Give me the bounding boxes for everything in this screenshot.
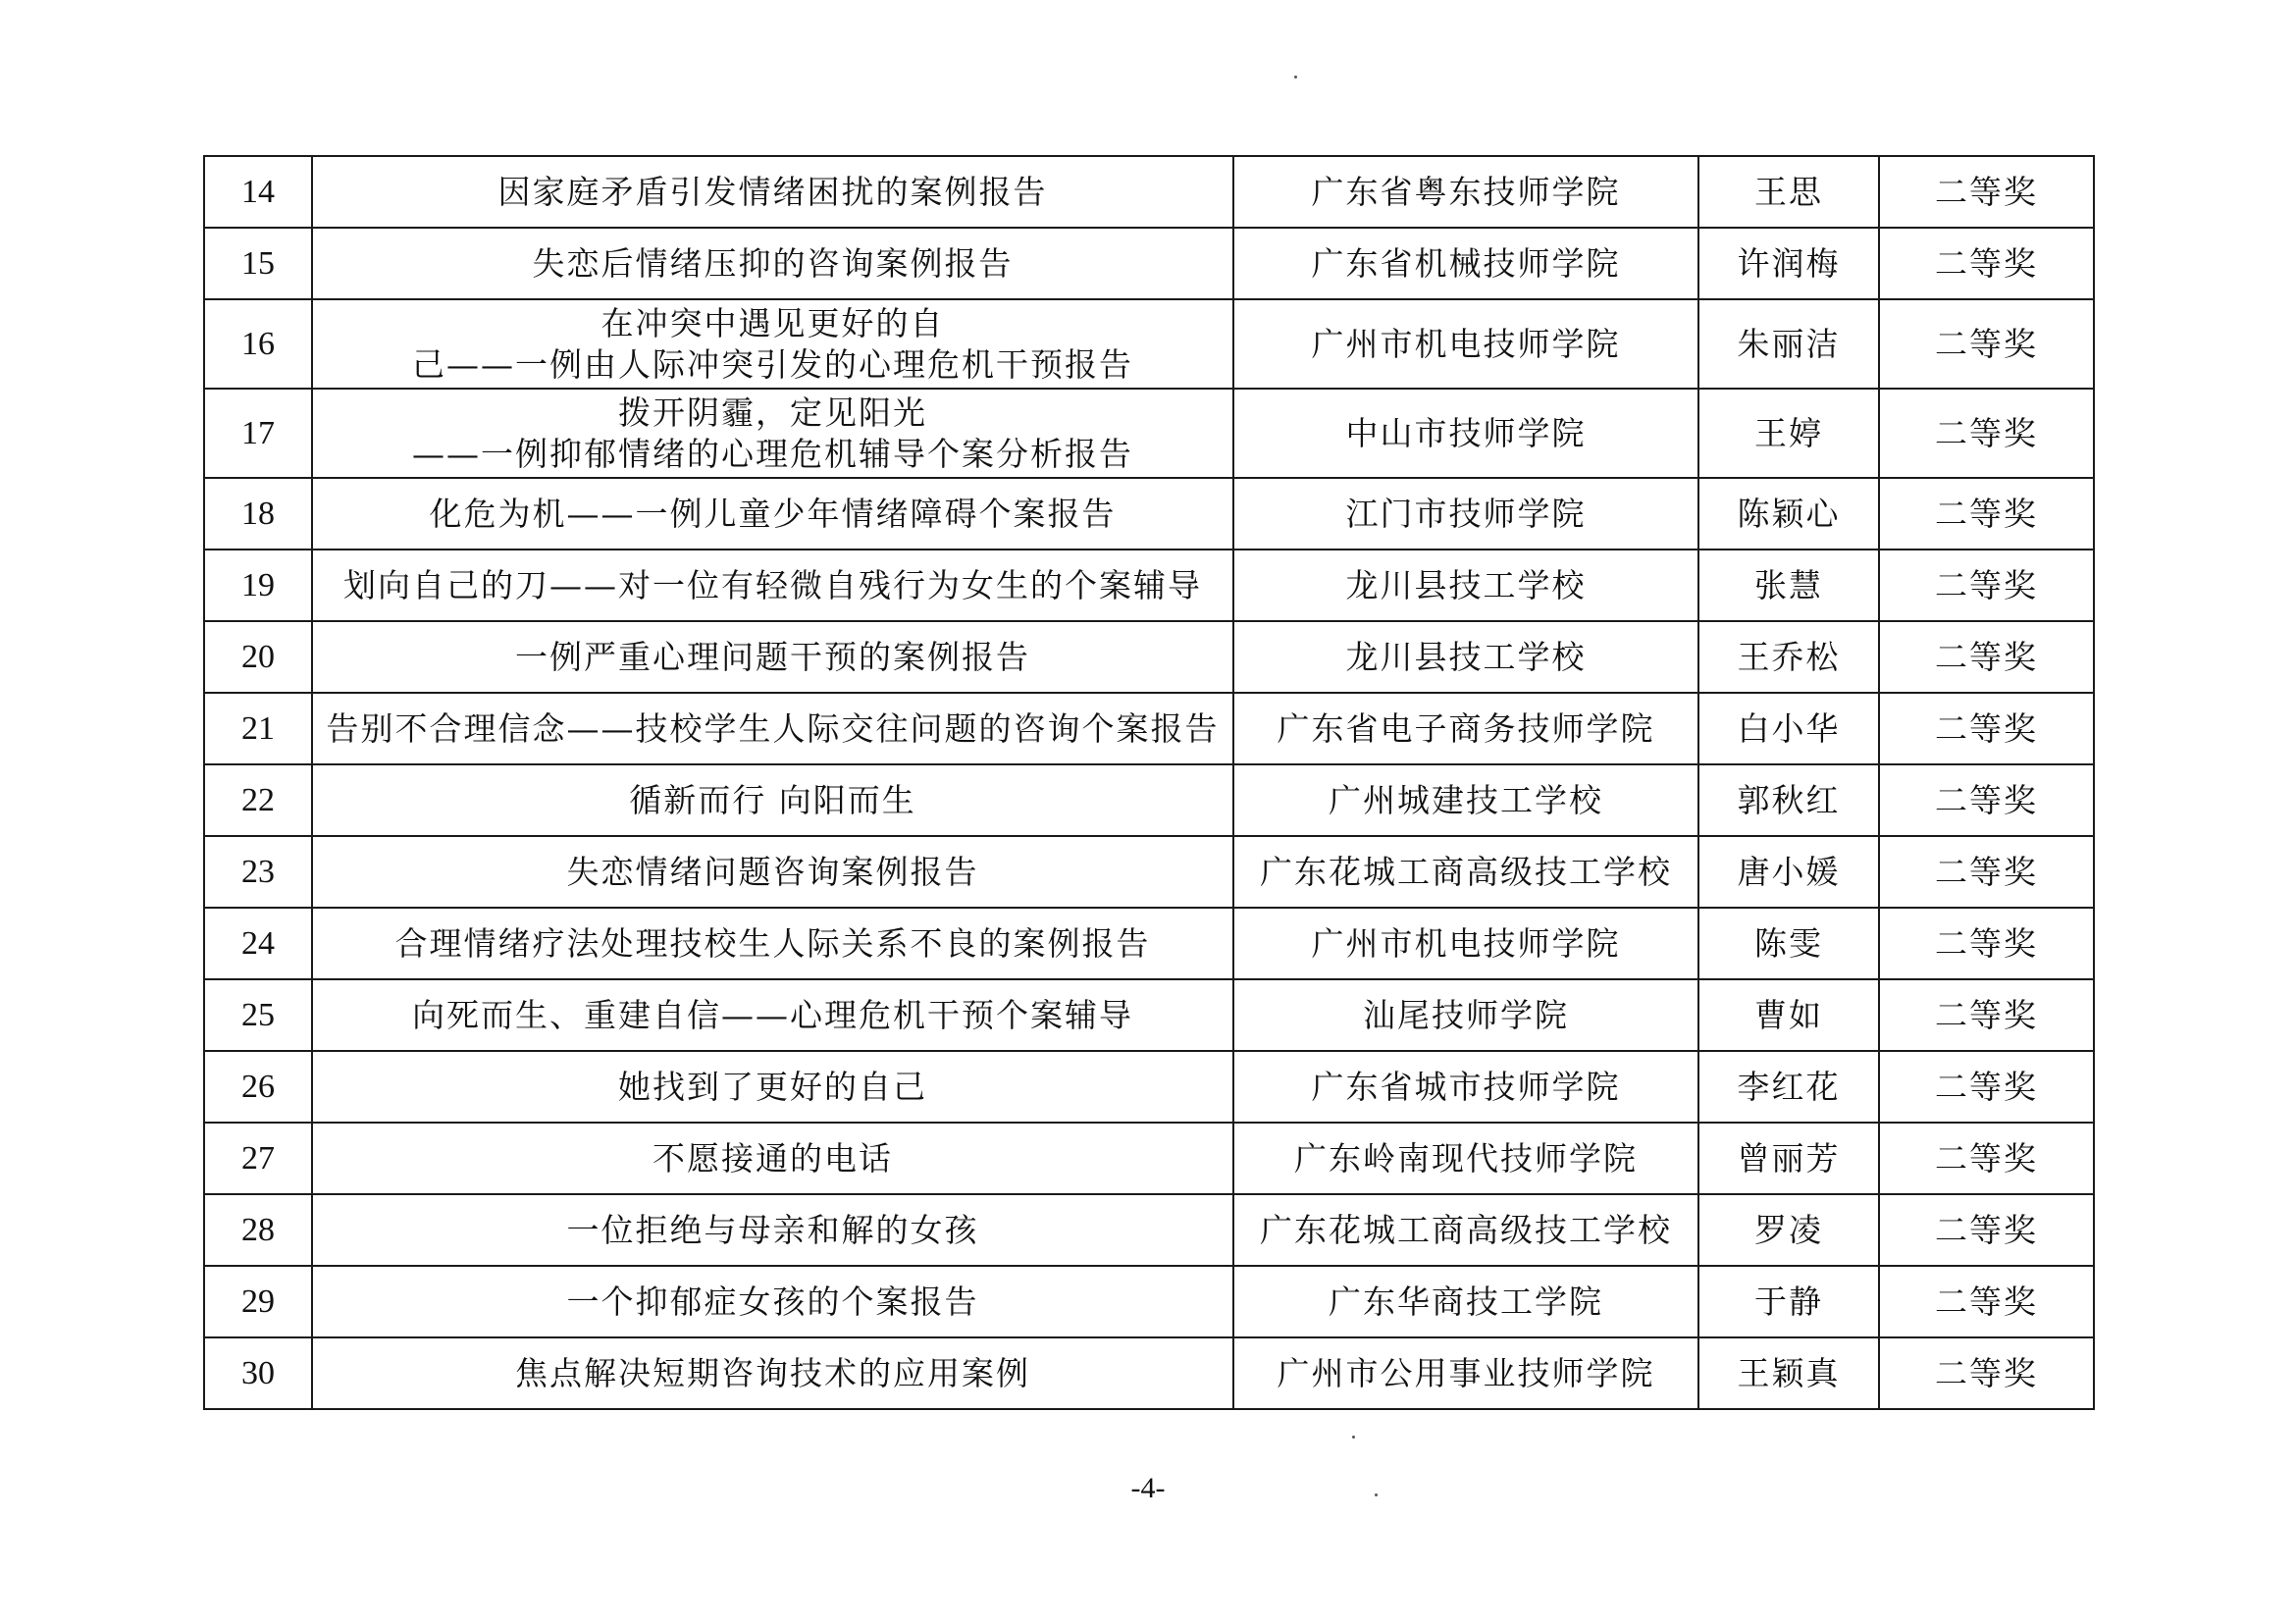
scan-speck [1352, 1436, 1355, 1439]
case-title-line: 因家庭矛盾引发情绪困扰的案例报告 [497, 172, 1048, 211]
author-cell: 罗凌 [1698, 1194, 1879, 1266]
case-title-cell [312, 693, 1233, 764]
case-title-line: 拨开阴霾，定见阳光 [618, 393, 927, 432]
school-cell: 广东省机械技师学院 [1233, 228, 1698, 299]
author-cell: 张慧 [1698, 550, 1879, 621]
award-cell: 二等奖 [1879, 836, 2094, 908]
award-cell: 二等奖 [1879, 299, 2094, 389]
row-number-cell: 16 [204, 299, 312, 389]
author-cell: 于静 [1698, 1266, 1879, 1337]
school-cell: 广州市公用事业技师学院 [1233, 1337, 1698, 1409]
case-title-cell [312, 550, 1233, 621]
award-cell: 二等奖 [1879, 550, 2094, 621]
case-title-line: 向死而生、重建自信——心理危机干预个案辅导 [412, 995, 1133, 1034]
case-title-line: 合理情绪疗法处理技校生人际关系不良的案例报告 [394, 923, 1151, 963]
school-cell: 广州城建技工学校 [1233, 764, 1698, 836]
case-title-cell [312, 908, 1233, 979]
case-title-cell [312, 389, 1233, 478]
award-cell: 二等奖 [1879, 478, 2094, 550]
case-title-cell [312, 1337, 1233, 1409]
case-title-cell [312, 299, 1233, 389]
case-title-line: 在冲突中遇见更好的自 [600, 303, 945, 342]
row-number-cell: 24 [204, 908, 312, 979]
case-title-cell [312, 478, 1233, 550]
row-number-cell: 23 [204, 836, 312, 908]
award-cell: 二等奖 [1879, 1051, 2094, 1123]
author-cell: 朱丽洁 [1698, 299, 1879, 389]
case-title-cell [312, 156, 1233, 228]
case-title-cell [312, 1051, 1233, 1123]
school-cell: 汕尾技师学院 [1233, 979, 1698, 1051]
school-cell: 广东花城工商高级技工学校 [1233, 1194, 1698, 1266]
case-title-cell [312, 836, 1233, 908]
award-cell: 二等奖 [1879, 1266, 2094, 1337]
scan-speck [1294, 76, 1297, 79]
award-cell: 二等奖 [1879, 908, 2094, 979]
author-cell: 郭秋红 [1698, 764, 1879, 836]
school-cell: 广东华商技工学院 [1233, 1266, 1698, 1337]
table-row [204, 836, 2094, 908]
author-cell: 陈雯 [1698, 908, 1879, 979]
award-cell: 二等奖 [1879, 764, 2094, 836]
award-cell: 二等奖 [1879, 979, 2094, 1051]
school-cell: 广州市机电技师学院 [1233, 299, 1698, 389]
row-number-cell: 15 [204, 228, 312, 299]
school-cell: 广东省粤东技师学院 [1233, 156, 1698, 228]
row-number-cell: 20 [204, 621, 312, 693]
author-cell: 曹如 [1698, 979, 1879, 1051]
table-row [204, 1337, 2094, 1409]
award-cell: 二等奖 [1879, 156, 2094, 228]
row-number-cell: 19 [204, 550, 312, 621]
row-number-cell: 29 [204, 1266, 312, 1337]
table-row [204, 1194, 2094, 1266]
case-title-cell [312, 1194, 1233, 1266]
row-number-cell: 17 [204, 389, 312, 478]
case-title-line: 一个抑郁症女孩的个案报告 [566, 1282, 979, 1321]
author-cell: 王思 [1698, 156, 1879, 228]
scan-speck [1375, 1493, 1378, 1496]
table-row [204, 1051, 2094, 1123]
table-row [204, 299, 2094, 389]
case-title-line: 化危为机——一例儿童少年情绪障碍个案报告 [429, 494, 1117, 533]
row-number-cell: 25 [204, 979, 312, 1051]
table-row [204, 693, 2094, 764]
table-row [204, 621, 2094, 693]
award-cell: 二等奖 [1879, 693, 2094, 764]
page-number: -4- [1130, 1472, 1166, 1504]
table-row [204, 389, 2094, 478]
school-cell: 龙川县技工学校 [1233, 550, 1698, 621]
case-title-line: 一例严重心理问题干预的案例报告 [515, 637, 1030, 676]
table-row [204, 1123, 2094, 1194]
case-title-line: 己——一例由人际冲突引发的心理危机干预报告 [412, 344, 1133, 384]
case-title-cell [312, 621, 1233, 693]
case-title-line: 失恋后情绪压抑的咨询案例报告 [532, 243, 1014, 283]
case-title-cell [312, 764, 1233, 836]
case-title-line: 不愿接通的电话 [652, 1138, 893, 1178]
row-number-cell: 30 [204, 1337, 312, 1409]
author-cell: 王颖真 [1698, 1337, 1879, 1409]
author-cell: 陈颖心 [1698, 478, 1879, 550]
case-title-line: 告别不合理信念——技校学生人际交往问题的咨询个案报告 [326, 708, 1220, 748]
award-cell: 二等奖 [1879, 1337, 2094, 1409]
school-cell: 江门市技师学院 [1233, 478, 1698, 550]
award-cell: 二等奖 [1879, 389, 2094, 478]
author-cell: 李红花 [1698, 1051, 1879, 1123]
author-cell: 白小华 [1698, 693, 1879, 764]
case-title-line: 焦点解决短期咨询技术的应用案例 [515, 1353, 1030, 1392]
table-row [204, 979, 2094, 1051]
table-row [204, 550, 2094, 621]
author-cell: 唐小媛 [1698, 836, 1879, 908]
case-title-line: 循新而行 向阳而生 [629, 780, 916, 819]
row-number-cell: 26 [204, 1051, 312, 1123]
school-cell: 广东花城工商高级技工学校 [1233, 836, 1698, 908]
table-row [204, 764, 2094, 836]
case-title-cell [312, 228, 1233, 299]
case-title-line: 一位拒绝与母亲和解的女孩 [566, 1210, 979, 1249]
award-list-table [203, 155, 2095, 1410]
school-cell: 广东省电子商务技师学院 [1233, 693, 1698, 764]
case-title-cell [312, 979, 1233, 1051]
school-cell: 龙川县技工学校 [1233, 621, 1698, 693]
case-title-line: 失恋情绪问题咨询案例报告 [566, 852, 979, 891]
row-number-cell: 14 [204, 156, 312, 228]
row-number-cell: 22 [204, 764, 312, 836]
case-title-cell [312, 1266, 1233, 1337]
table-row [204, 1266, 2094, 1337]
author-cell: 王婷 [1698, 389, 1879, 478]
school-cell: 广州市机电技师学院 [1233, 908, 1698, 979]
award-cell: 二等奖 [1879, 621, 2094, 693]
case-title-cell [312, 1123, 1233, 1194]
case-title-line: 她找到了更好的自己 [618, 1067, 927, 1106]
case-title-line: 划向自己的刀——对一位有轻微自残行为女生的个案辅导 [343, 565, 1202, 604]
author-cell: 许润梅 [1698, 228, 1879, 299]
table-row [204, 228, 2094, 299]
row-number-cell: 18 [204, 478, 312, 550]
row-number-cell: 27 [204, 1123, 312, 1194]
author-cell: 曾丽芳 [1698, 1123, 1879, 1194]
row-number-cell: 28 [204, 1194, 312, 1266]
table-row [204, 478, 2094, 550]
school-cell: 广东岭南现代技师学院 [1233, 1123, 1698, 1194]
case-title-line: ——一例抑郁情绪的心理危机辅导个案分析报告 [412, 434, 1133, 473]
award-cell: 二等奖 [1879, 228, 2094, 299]
school-cell: 广东省城市技师学院 [1233, 1051, 1698, 1123]
award-cell: 二等奖 [1879, 1123, 2094, 1194]
award-cell: 二等奖 [1879, 1194, 2094, 1266]
row-number-cell: 21 [204, 693, 312, 764]
table-row [204, 156, 2094, 228]
school-cell: 中山市技师学院 [1233, 389, 1698, 478]
table-row [204, 908, 2094, 979]
award-table-body [204, 156, 2094, 1409]
author-cell: 王乔松 [1698, 621, 1879, 693]
